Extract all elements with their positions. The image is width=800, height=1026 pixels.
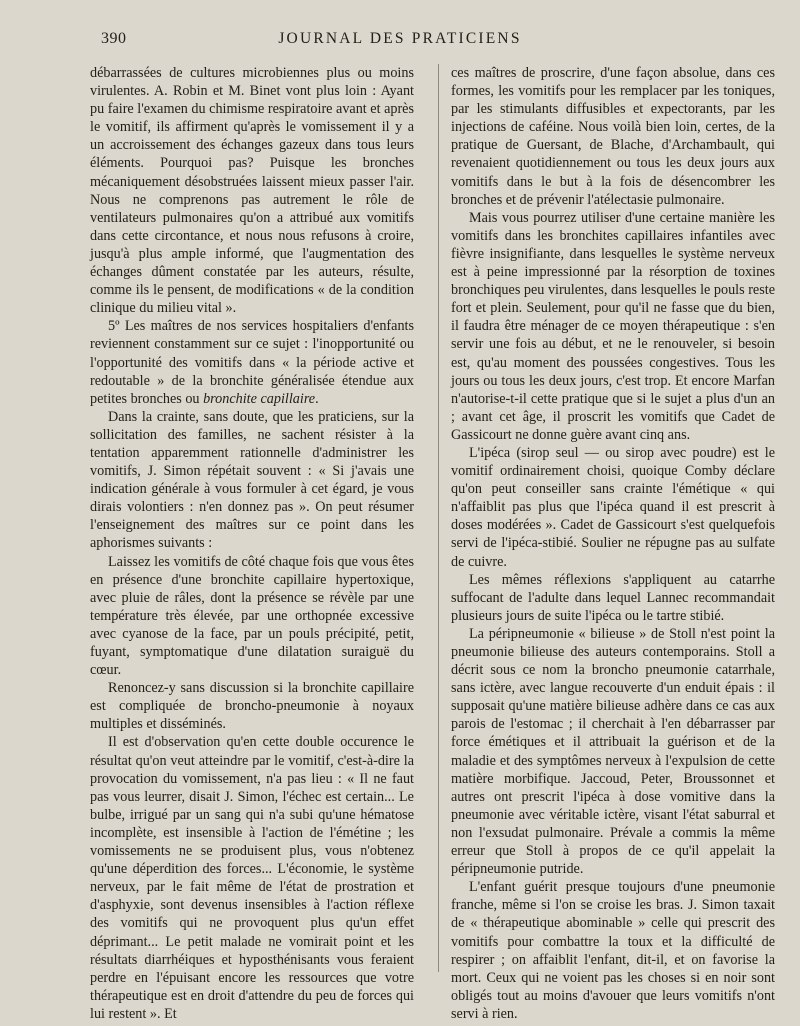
paragraph: Laissez les vomitifs de côté chaque fois que vous êtes en présence d'une bronchite capillaire hypertoxique, avec pluie de râles, dont la présence se révèle par une température très élevée, par une orthopnée excessive avec cyanose de la face, par un pouls précipité, petit, fuyant, symptomatique d'une dilatation suraiguë du cœur.: [90, 553, 414, 679]
italic-term: bronchite capillaire: [203, 390, 316, 407]
paragraph: Il est d'observation qu'en cette double occurence le résultat qu'on veut atteindre par le vomitif, c'est-à-dire la provocation du vomissement, n'a pas lieu : « Il ne faut pas vous leurrer, disait J. Simon, l'échec est certain... Le bulbe, irrigué par un sang qui n'a subi qu'une hématose incomplète, est insensible à l'action de l'émétine ; les vomissements ne se produisent plus, vous n'obtenez qu'une déperdition des forces... L'économie, le système nerveux, par le fait même de l'état de prostration et d'asphyxie, sont devenus insensibles à l'action réflexe des vomitifs qui ne provoquent plus qu'un effet déprimant... Le petit malade ne vomirait point et les résultats diarrhéiques et hyposthénisants vous feraient perdre en l'épuisant encore les ressources que votre thérapeutique est en droit d'attendre du peu de forces qui lui restent ». Et: [90, 734, 414, 1022]
paragraph: débarrassées de cultures microbiennes plus ou moins virulentes. A. Robin et M. Binet vont plus loin : Ayant pu faire l'examen du chimisme respiratoire avant et après le vomitif, ils affirment qu'après le vomissement il y a un accroissement des échanges gazeux dans tous leurs éléments. Pourquoi pas? Puisque les bronches mécaniquement désobstruées laissent mieux passer l'air. Nous ne comprenons pas autrement le rôle de ventilateurs pulmonaires qu'on a attribué aux vomitifs dans cette circontance, et nous nous refusons à croire, jusqu'à plus ample informé, que l'augmentation des échanges dûment constatée par les auteurs, résulte, comme ils le pensent, de modifications « de la condition clinique du milieu vital ».: [90, 65, 415, 317]
paragraph: L'ipéca (sirop seul — ou sirop avec poudre) est le vomitif ordinairement choisi, quoique Comby déclare qu'on peut conseiller sans crainte l'émétique « qui n'affaiblit pas plus que l'ipéca quand il est prescrit à doses modérées ». Cadet de Gassicourt s'est quelquefois servi de l'ipéca-stibié. Soulier ne répugne pas au sulfate de cuivre.: [451, 444, 775, 570]
left-column: [90, 64, 414, 1023]
paragraph: La péripneumonie « bilieuse » de Stoll n'est point la pneumonie bilieuse des auteurs contemporains. Stoll a décrit sous ce nom la broncho pneumonie catarrhale, sans ictère, avec langue recouverte d'un enduit épais : il supposait qu'une matière bilieuse adhère dans ce cas aux parois de l'estomac ; il cherchait à l'en débarrasser par force émétiques et il attribuait la guérison et de la maladie et des symptômes nerveux à l'expulsion de cette matière morbifique. Jaccoud, Peter, Broussonnet et autres ont prescrit l'ipéca à dose vomitive dans la pneumonie avec véritable ictère, visant l'état saburral et non l'exsudat pulmonaire. Prévale a commis la même erreur que Stoll à propos de ce qu'il appelait la péripneumonie putride.: [451, 625, 775, 878]
paragraph: Dans la crainte, sans doute, que les praticiens, sur la sollicitation des familles, ne sachent résister à la tentation apparemment rationnelle d'administrer les vomitifs, J. Simon répétait souvent : « Si j'avais une indication générale à vous formuler à cet égard, je vous dirais volontiers : n'en donnez pas ». On peut résumer l'enseignement des maîtres sur ce point dans les aphorismes suivants :: [90, 408, 414, 552]
column-divider: [438, 64, 439, 972]
paragraph: ces maîtres de proscrire, d'une façon absolue, dans ces formes, les vomitifs pour les remplacer par les toniques, par les stimulants diffusibles et expectorants, par les injections de caféine. Nous voilà bien loin, certes, de la pratique de Guersant, de Blache, d'Archambault, qui revenaient quotidiennement ou tous les deux jours aux vomitifs dans le but à la fois de désencombrer les bronches et de prévenir l'atélectasie pulmonaire.: [451, 65, 775, 208]
paragraph-end: .: [315, 390, 319, 407]
page-number: 390: [101, 30, 127, 47]
paragraph: Les mêmes réflexions s'appliquent au catarrhe suffocant de l'adulte dans lequel Lannec recommandait plusieurs jours de suite l'ipéca ou le tartre stibié.: [451, 571, 775, 624]
paragraph: L'enfant guérit presque toujours d'une pneumonie franche, même si l'on se croise les bras. J. Simon taxait de « thérapeutique abominable » celle qui prescrit des vomitifs pour combattre la toux et la difficulté de respirer ; on affaiblit l'enfant, dit-il, et on favorise la mort. Ceux qui ne voient pas les choses si en noir sont obligés tout au moins d'avouer que leurs vomitifs n'ont servi à rien.: [451, 879, 775, 1022]
running-title: JOURNAL DES PRATICIENS: [278, 30, 522, 47]
paragraph: Renoncez-y sans discussion si la bronchite capillaire est compliquée de broncho-pneumonie à noyaux multiples et disséminés.: [90, 680, 414, 733]
paragraph: Mais vous pourrez utiliser d'une certaine manière les vomitifs dans les bronchites capillaires infantiles avec fièvre insignifiante, dans lesquelles le système nerveux est à peine impressionné par la résorption de toxines bronchiques peu virulentes, dans lesquelles le pouls reste fort et plein. Seulement, pour qu'il ne fasse que du bien, il faudra être ménager de ce moyen thérapeutique : s'en servir une fois au début, et ne le renouveler, si besoin est, qu'au moment des poussées congestives. Tous les jours ou tous les deux jours, c'est trop. Et encore Marfan n'autorise-t-il cette pratique que si le sujet a plus d'un an ; avant cet âge, il proscrit les vomitifs que Cadet de Gassicourt ne donne guère avant cinq ans.: [451, 209, 775, 443]
page-header: [0, 30, 800, 54]
paragraph: [90, 317, 414, 407]
paragraph-text: 5º Les maîtres de nos services hospitaliers d'enfants reviennent constamment sur ce sujet : l'inopportunité ou l'opportunité des vomitifs dans « la période active et redoutable » de la bronchite généralisée étendue aux petites bronches ou: [90, 318, 414, 407]
right-column: [451, 64, 775, 1023]
